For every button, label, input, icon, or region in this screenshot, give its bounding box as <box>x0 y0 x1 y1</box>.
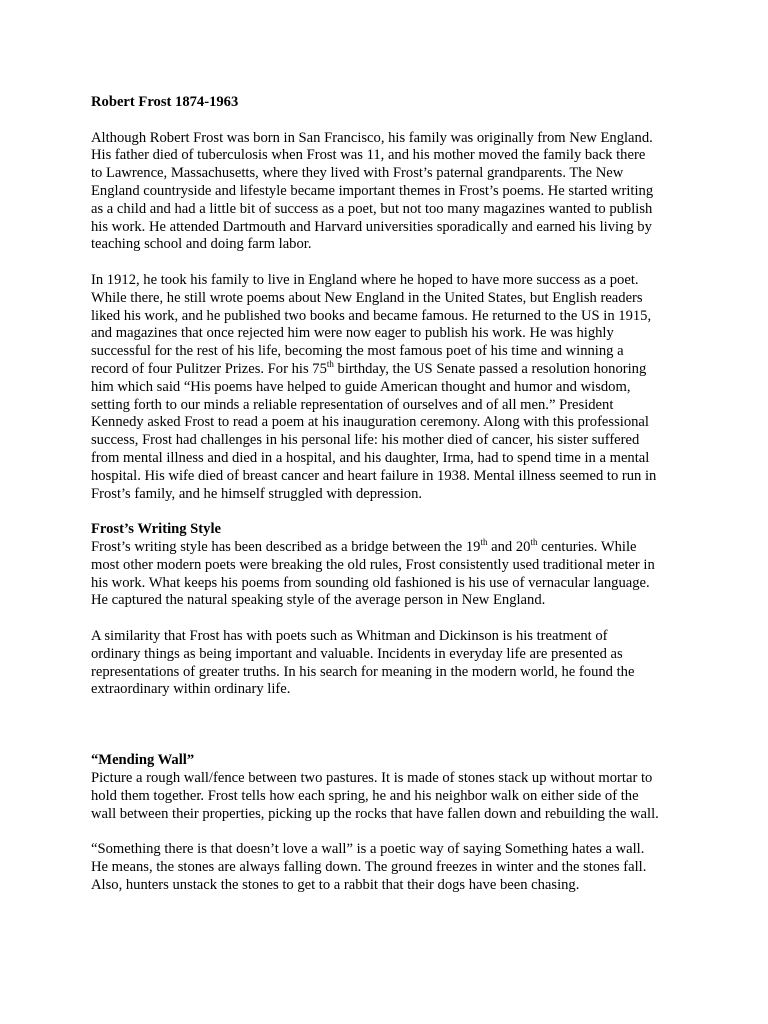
document-title: Robert Frost 1874-1963 <box>91 94 239 110</box>
section-heading-mending-wall: “Mending Wall” <box>91 752 195 769</box>
spacer <box>91 254 686 272</box>
text-line: setting forth to our minds a reliable representation of ourselves and of all men.” President <box>91 396 614 413</box>
text-line: “Something there is that doesn’t love a wall” is a poetic way of saying Something hates a wall. <box>91 841 645 858</box>
text-line: Although Robert Frost was born in San Francisco, his family was originally from New England. <box>91 129 653 146</box>
superscript: th <box>530 536 538 547</box>
text-line: representations of greater truths. In his search for meaning in the modern world, he found the <box>91 663 635 680</box>
spacer <box>91 112 686 130</box>
text-line: Frost’s family, and he himself struggled with depression. <box>91 485 423 502</box>
text-line: Picture a rough wall/fence between two pastures. It is made of stones stack up without mortar to <box>91 770 653 787</box>
text-line: Also, hunters unstack the stones to get to a rabbit that their dogs have been chasing. <box>91 877 580 894</box>
text-line: as a child and had a little bit of success as a poet, but not too many magazines wanted to publish <box>91 200 653 217</box>
wall-paragraph-1 <box>91 770 686 823</box>
text-line: success, Frost had challenges in his personal life: his mother died of cancer, his sister suffered <box>91 432 640 449</box>
text-line: him which said “His poems have helped to guide American thought and humor and wisdom, <box>91 378 631 395</box>
text-line-birthday <box>91 358 686 379</box>
spacer <box>91 824 686 842</box>
bio-paragraph-1 <box>91 130 686 255</box>
text-line: from mental illness and died in a hospital, and his daughter, Irma, had to spend time in a mental <box>91 449 650 466</box>
superscript: th <box>326 358 334 369</box>
section-heading-writing-style: Frost’s Writing Style <box>91 521 221 538</box>
text-line: hospital. His wife died of breast cancer and heart failure in 1938. Mental illness seemed to run in <box>91 467 657 484</box>
text-line: teaching school and doing farm labor. <box>91 236 312 253</box>
text-line-centuries <box>91 536 686 557</box>
text-run: centuries. While <box>537 538 637 555</box>
text-line: He captured the natural speaking style of the average person in New England. <box>91 592 546 609</box>
text-run: record of four Pulitzer Prizes. For his 75 <box>91 360 327 377</box>
text-line: His father died of tuberculosis when Frost was 11, and his mother moved the family back there <box>91 147 646 164</box>
text-line: He means, the stones are always falling down. The ground freezes in winter and the stones fall. <box>91 859 647 876</box>
text-line: While there, he still wrote poems about New England in the United States, but English readers <box>91 289 643 306</box>
text-line: and magazines that once rejected him were now eager to publish his work. He was highly <box>91 325 614 342</box>
text-line: In 1912, he took his family to live in England where he hoped to have more success as a poet. <box>91 271 639 288</box>
bio-paragraph-2 <box>91 272 686 503</box>
superscript: th <box>480 536 488 547</box>
text-line: ordinary things as being important and valuable. Incidents in everyday life are presented as <box>91 645 623 662</box>
text-line: his work. He attended Dartmouth and Harvard universities sporadically and earned his living by <box>91 218 652 235</box>
wall-paragraph-2 <box>91 841 686 894</box>
spacer <box>91 503 686 521</box>
style-paragraph-2 <box>91 628 686 699</box>
text-line: to Lawrence, Massachusetts, where they lived with Frost’s paternal grandparents. The New <box>91 165 624 182</box>
spacer <box>91 610 686 628</box>
text-line: A similarity that Frost has with poets such as Whitman and Dickinson is his treatment of <box>91 627 608 644</box>
text-line: England countryside and lifestyle became important themes in Frost’s poems. He started writing <box>91 182 654 199</box>
text-line: most other modern poets were breaking the old rules, Frost consistently used traditional meter in <box>91 556 655 573</box>
text-line: Kennedy asked Frost to read a poem at his inauguration ceremony. Along with this professional <box>91 414 649 431</box>
text-run: Frost’s writing style has been described as a bridge between the 19 <box>91 538 481 555</box>
document-page <box>91 94 686 895</box>
text-line: his work. What keeps his poems from sounding old fashioned is his use of vernacular language. <box>91 574 650 591</box>
text-line: liked his work, and he published two books and became famous. He returned to the US in 1915, <box>91 307 652 324</box>
spacer <box>91 699 686 752</box>
text-line: successful for the rest of his life, becoming the most famous poet of his time and winning a <box>91 343 624 360</box>
style-paragraph-1 <box>91 536 686 610</box>
text-line: hold them together. Frost tells how each spring, he and his neighbor walk on either side of the <box>91 788 639 805</box>
text-run: and 20 <box>487 538 531 555</box>
text-line: extraordinary within ordinary life. <box>91 681 291 698</box>
text-line: wall between their properties, picking up the rocks that have fallen down and rebuilding the wall. <box>91 805 659 822</box>
text-run: birthday, the US Senate passed a resolution honoring <box>333 360 647 377</box>
